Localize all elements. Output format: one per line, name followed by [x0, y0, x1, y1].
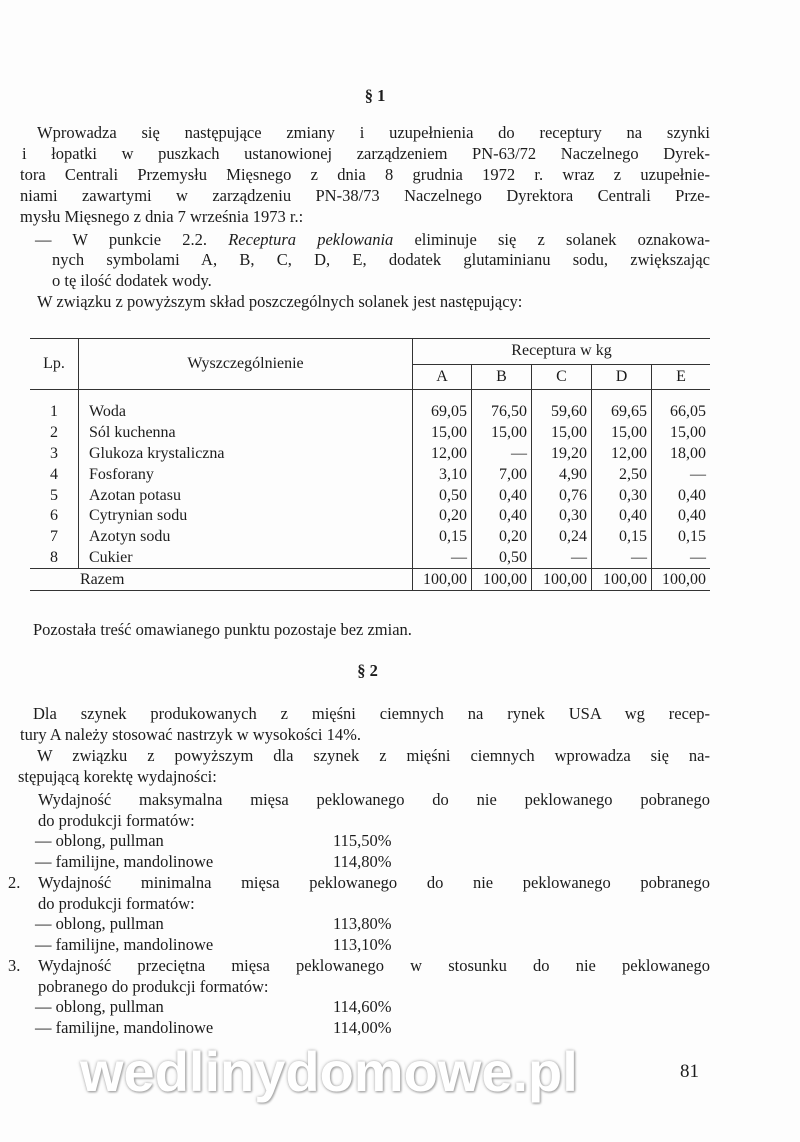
item-prefix: — W punkcie 2.2. [35, 230, 208, 249]
row-name: Sól kuchenna [89, 424, 176, 442]
table-row [30, 548, 710, 569]
table-row [30, 464, 710, 485]
total-cell: 100,00 [472, 569, 532, 591]
col-header-b: B [472, 364, 532, 390]
list-item-line: o tę ilość dodatek wody. [52, 271, 212, 290]
item-line: pobranego do produkcji formatów: [38, 976, 269, 996]
item-line: do produkcji formatów: [38, 810, 195, 830]
total-label: Razem [80, 570, 125, 588]
row-lp: 8 [30, 548, 79, 569]
row-lp: 2 [30, 423, 79, 444]
row-lp: 3 [30, 444, 79, 465]
row-value: 7,00 [472, 464, 532, 485]
col-header-c: C [532, 364, 592, 390]
row-name: Azotan potasu [89, 486, 181, 504]
paragraph-line: Wprowadza się następujące zmiany i uzupełnienia do receptury na szynki [37, 123, 710, 142]
section-1-heading: § 1 [364, 86, 386, 105]
item-number: 3. [8, 956, 21, 975]
col-header-d: D [592, 364, 652, 390]
row-value: 0,15 [413, 527, 472, 548]
row-value: — [652, 548, 711, 569]
item-italic: Receptura peklowania [228, 230, 394, 249]
table-row [30, 485, 710, 506]
format-value: 114,60% [333, 997, 392, 1016]
paragraph-line: mysłu Mięsnego z dnia 7 września 1973 r.: [20, 207, 304, 226]
row-value: 0,76 [532, 485, 592, 506]
row-value: 0,20 [413, 506, 472, 527]
row-value: 15,00 [472, 423, 532, 444]
item-line: Wydajność przeciętna mięsa peklowanego w stosunku do nie peklowanego [38, 956, 710, 975]
row-value: 0,40 [652, 506, 711, 527]
total-cell: 100,00 [652, 569, 711, 591]
row-lp: 1 [30, 390, 79, 423]
paragraph-line: Dla szynek produkowanych z mięśni ciemnych na rynek USA wg recep- [33, 704, 710, 723]
row-name: Glukoza krystaliczna [89, 444, 225, 462]
format-label: — oblong, pullman [35, 914, 164, 933]
item-line: do produkcji formatów: [38, 893, 195, 913]
recipe-table [30, 338, 710, 591]
table-row [30, 390, 710, 423]
row-value: 12,00 [592, 444, 652, 465]
format-label: — familijne, mandolinowe [35, 851, 214, 871]
table-intro: W związku z powyższym skład poszczególnych solanek jest następujący: [37, 292, 523, 311]
page-number: 81 [680, 1061, 699, 1082]
row-name: Woda [89, 403, 126, 421]
paragraph-line: W związku z powyższym dla szynek z mięśni ciemnych wprowadza się na- [37, 746, 710, 765]
row-lp: 5 [30, 485, 79, 506]
table-row [30, 423, 710, 444]
row-value: — [532, 548, 592, 569]
row-name: Azotyn sodu [89, 528, 171, 546]
list-item-line: nych symbolami A, B, C, D, E, dodatek glutaminianu sodu, zwiększając [52, 250, 710, 269]
row-value: 69,05 [413, 390, 472, 423]
row-value: 59,60 [532, 390, 592, 423]
row-value: 15,00 [413, 423, 472, 444]
format-label: — familijne, mandolinowe [35, 1017, 214, 1037]
format-label: — familijne, mandolinowe [35, 934, 214, 954]
format-value: 114,80% [333, 851, 392, 871]
row-value: 0,24 [532, 527, 592, 548]
after-table-note: Pozostała treść omawianego punktu pozostaje bez zmian. [33, 620, 412, 639]
list-item-line [35, 230, 710, 250]
format-value: 115,50% [333, 831, 392, 850]
row-value: 0,40 [652, 485, 711, 506]
row-value: — [652, 464, 711, 485]
row-value: 76,50 [472, 390, 532, 423]
row-value: 15,00 [652, 423, 711, 444]
row-value: 0,40 [472, 506, 532, 527]
row-value: 69,65 [592, 390, 652, 423]
row-name: Cukier [89, 548, 133, 566]
total-cell: 100,00 [592, 569, 652, 591]
row-value: 0,40 [592, 506, 652, 527]
total-cell: 100,00 [413, 569, 472, 591]
row-value: 12,00 [413, 444, 472, 465]
col-header-a: A [413, 364, 472, 390]
paragraph-line: niami zawartymi w zarządzeniu PN-38/73 Naczelnego Dyrektora Centrali Prze- [20, 186, 710, 205]
row-value: 0,50 [472, 548, 532, 569]
row-value: — [413, 548, 472, 569]
item-rest: eliminuje się z solanek oznakowa- [414, 230, 710, 249]
row-value: 0,30 [532, 506, 592, 527]
paragraph-line: stępującą korektę wydajności: [18, 767, 217, 786]
total-cell: 100,00 [532, 569, 592, 591]
row-value: 0,15 [592, 527, 652, 548]
item-number: 2. [8, 873, 21, 892]
row-value: 0,15 [652, 527, 711, 548]
item-line: Wydajność minimalna mięsa peklowanego do nie peklowanego pobranego [38, 873, 710, 892]
row-value: — [472, 444, 532, 465]
table-row [30, 527, 710, 548]
col-header-lp: Lp. [30, 339, 79, 390]
row-value: 4,90 [532, 464, 592, 485]
row-value: 15,00 [592, 423, 652, 444]
format-label: — oblong, pullman [35, 997, 164, 1016]
row-value: 19,20 [532, 444, 592, 465]
format-label: — oblong, pullman [35, 831, 164, 850]
format-value: 113,80% [333, 914, 392, 933]
section-2-heading: § 2 [357, 661, 378, 680]
watermark: wedlinydomowe.pl [80, 1040, 578, 1103]
row-value: — [592, 548, 652, 569]
table-row [30, 444, 710, 465]
paragraph-line: i łopatki w puszkach ustanowionej zarządzeniem PN-63/72 Naczelnego Dyrek- [22, 144, 710, 163]
row-lp: 6 [30, 506, 79, 527]
row-value: 0,30 [592, 485, 652, 506]
row-value: 3,10 [413, 464, 472, 485]
format-value: 113,10% [333, 934, 392, 954]
row-value: 2,50 [592, 464, 652, 485]
row-name: Cytrynian sodu [89, 507, 188, 525]
row-value: 18,00 [652, 444, 711, 465]
row-value: 0,50 [413, 485, 472, 506]
paragraph-line: tury A należy stosować nastrzyk w wysokości 14%. [20, 725, 361, 744]
row-name: Fosforany [89, 465, 154, 483]
row-value: 15,00 [532, 423, 592, 444]
row-value: 0,20 [472, 527, 532, 548]
row-value: 0,40 [472, 485, 532, 506]
item-line: Wydajność maksymalna mięsa peklowanego do nie peklowanego pobranego [38, 790, 710, 809]
paragraph-line: tora Centrali Przemysłu Mięsnego z dnia 8 grudnia 1972 r. wraz z uzupełnie- [20, 165, 710, 184]
col-header-name: Wyszczególnienie [79, 339, 413, 390]
col-header-group: Receptura w kg [413, 339, 711, 365]
format-value: 114,00% [333, 1017, 392, 1037]
row-lp: 4 [30, 464, 79, 485]
col-header-e: E [652, 364, 711, 390]
row-value: 66,05 [652, 390, 711, 423]
row-lp: 7 [30, 527, 79, 548]
table-row [30, 506, 710, 527]
